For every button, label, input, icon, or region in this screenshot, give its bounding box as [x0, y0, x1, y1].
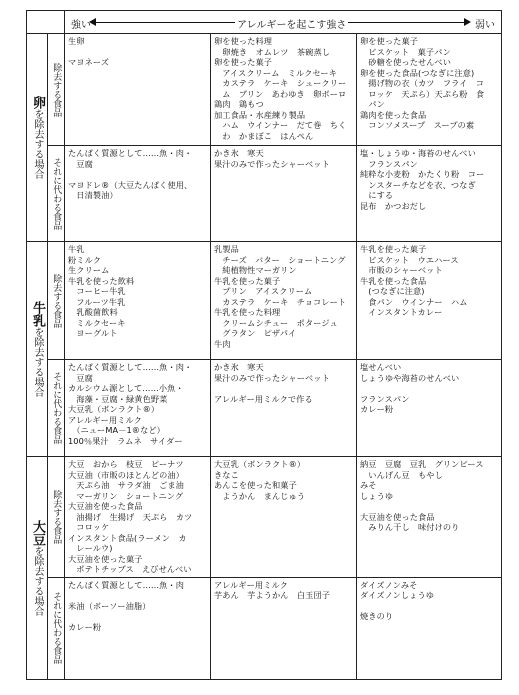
egg-remove-row: [27, 34, 502, 146]
egg-remove-strong-cell: 生卵 マヨネーズ: [65, 34, 211, 146]
sub-label-remove: 除去する食品: [48, 457, 65, 578]
sub-label-remove: 除去する食品: [48, 34, 65, 146]
milk-substitute-row: [27, 360, 502, 457]
milk-remove-weak-cell: 牛乳を使った菓子 ビスケット ウエハース 市販のシャーベット 牛乳を使った食品 (つなぎに注意) 食パン ウインナー ハム インスタントカレー: [357, 242, 502, 360]
section-label-soy-rest: を除去する場合: [32, 545, 43, 616]
header-row: [27, 11, 502, 34]
milk-substitute-strong-cell: たんぱく質源として……魚・肉・ 豆腐 カルシウム源として……小魚・ 海藻・豆腐・緑黄色野菜 大豆乳（ボンラクト®） アレルギー用ミルク （ニューMA－1®など） 100％果汁 ラムネ サイダー: [65, 360, 211, 457]
soy-remove-weak-cell: 納豆 豆腐 豆乳 グリンピース いんげん豆 もやし みそ しょうゆ 大豆油を使った食品 みりん干し 味付けのり: [357, 457, 502, 578]
section-label-soy: [27, 457, 48, 680]
milk-remove-row: [27, 242, 502, 360]
strength-weak-label: 弱い: [473, 16, 495, 31]
milk-remove-middle-cell: 乳製品 チーズ バター ショートニング 純植物性マーガリン 牛乳を使った菓子 プリン アイスクリーム カステラ ケーキ チョコレート 牛乳を使った料理 クリームシチュー ポタージュ グラタン ピザパイ 牛肉: [211, 242, 357, 360]
soy-substitute-middle-cell: アレルギー用ミルク 芋あん 芋ようかん 白玉団子: [211, 577, 357, 679]
section-label-egg-rest: を除去する場合: [32, 109, 43, 179]
milk-substitute-weak-cell: 塩せんべい しょうゆや海苔のせんべい フランスパン カレー粉: [357, 360, 502, 457]
section-label-milk-rest: を除去する場合: [32, 327, 43, 397]
soy-substitute-weak-cell: ダイズノンみそ ダイズノンしょうゆ 焼きのり: [357, 577, 502, 679]
egg-substitute-weak-cell: 塩・しょうゆ・海苔のせんべい フランスパン 純粋な小麦粉 かたくり粉 コー ンスターチなどを衣、つなぎ にする 昆布 かつおだし: [357, 146, 502, 242]
egg-substitute-strong-cell: たんぱく質源として……魚・肉・ 豆腐 マヨドレ®（大豆たんぱく使用、 日清製油）: [65, 146, 211, 242]
soy-remove-strong-cell: 大豆 おから 枝豆 ピーナツ 大豆油（市販のほとんどの油） 天ぷら油 サラダ油 ごま油 マーガリン ショートニング 大豆油を使った食品 油揚げ 生揚げ 天ぷら カツ コロッケ インスタント食品(ラーメン カ レールウ) 大豆油を使った菓子 ポテトチップス えびせんべい: [65, 457, 211, 578]
sub-label-remove: 除去する食品: [48, 242, 65, 360]
sub-label-substitute: それに代わる食品: [48, 360, 65, 457]
allergy-food-table: [26, 10, 502, 680]
egg-substitute-middle-cell: かき氷 寒天 果汁のみで作ったシャーベット: [211, 146, 357, 242]
allergy-strength-scale: [65, 11, 502, 34]
soy-substitute-row: [27, 577, 502, 679]
allergy-food-table-document: [26, 10, 501, 678]
strength-strong-label: 強い: [71, 20, 91, 31]
section-label-egg: [27, 34, 48, 242]
soy-remove-middle-cell: 大豆乳（ボンラクト®） きなこ あんこを使った和菓子 ようかん まんじゅう: [211, 457, 357, 578]
soy-remove-row: [27, 457, 502, 578]
section-label-milk: [27, 242, 48, 457]
section-label-milk-main: 牛乳: [30, 301, 45, 327]
egg-substitute-row: [27, 146, 502, 242]
section-label-soy-main: 大豆: [30, 519, 45, 546]
milk-remove-strong-cell: 牛乳 粉ミルク 生クリーム 牛乳を使った飲料 コーヒー牛乳 フルーツ牛乳 乳酸菌飲料 ミルクセーキ ヨーグルト: [65, 242, 211, 360]
milk-substitute-middle-cell: かき氷 寒天 果汁のみで作ったシャーベット アレルギー用ミルクで作る: [211, 360, 357, 457]
sub-label-substitute: それに代わる食品: [48, 577, 65, 679]
arrow-right-icon: [464, 18, 471, 26]
section-label-egg-main: 卵: [30, 96, 45, 109]
strength-scale-title: アレルギーを起こす強さ: [235, 16, 348, 31]
sub-label-substitute: それに代わる食品: [48, 146, 65, 242]
egg-remove-middle-cell: 卵を使った料理 卵焼き オムレツ 茶碗蒸し 卵を使った菓子 アイスクリーム ミルクセーキ カステラ ケーキ シュークリー ム プリン あわゆき 卵ボーロ 鶏肉 鶏もつ 加工食品・水産練り製品 ハム ウインナー だて巻 ちく わ かまぼこ はんぺん: [211, 34, 357, 146]
soy-substitute-strong-cell: たんぱく質源として……魚・肉 米油（ボーソー油脂） カレー粉: [65, 577, 211, 679]
header-corner-cell: [27, 11, 65, 34]
egg-remove-weak-cell: 卵を使った菓子 ビスケット 菓子パン 砂糖を使ったせんべい 卵を使った食品(つなぎに注意) 揚げ物の衣（カツ フライ コ ロッケ 天ぷら）天ぷら粉 食 パン 鶏肉を使った食品 コンソメスープ スープの素: [357, 34, 502, 146]
